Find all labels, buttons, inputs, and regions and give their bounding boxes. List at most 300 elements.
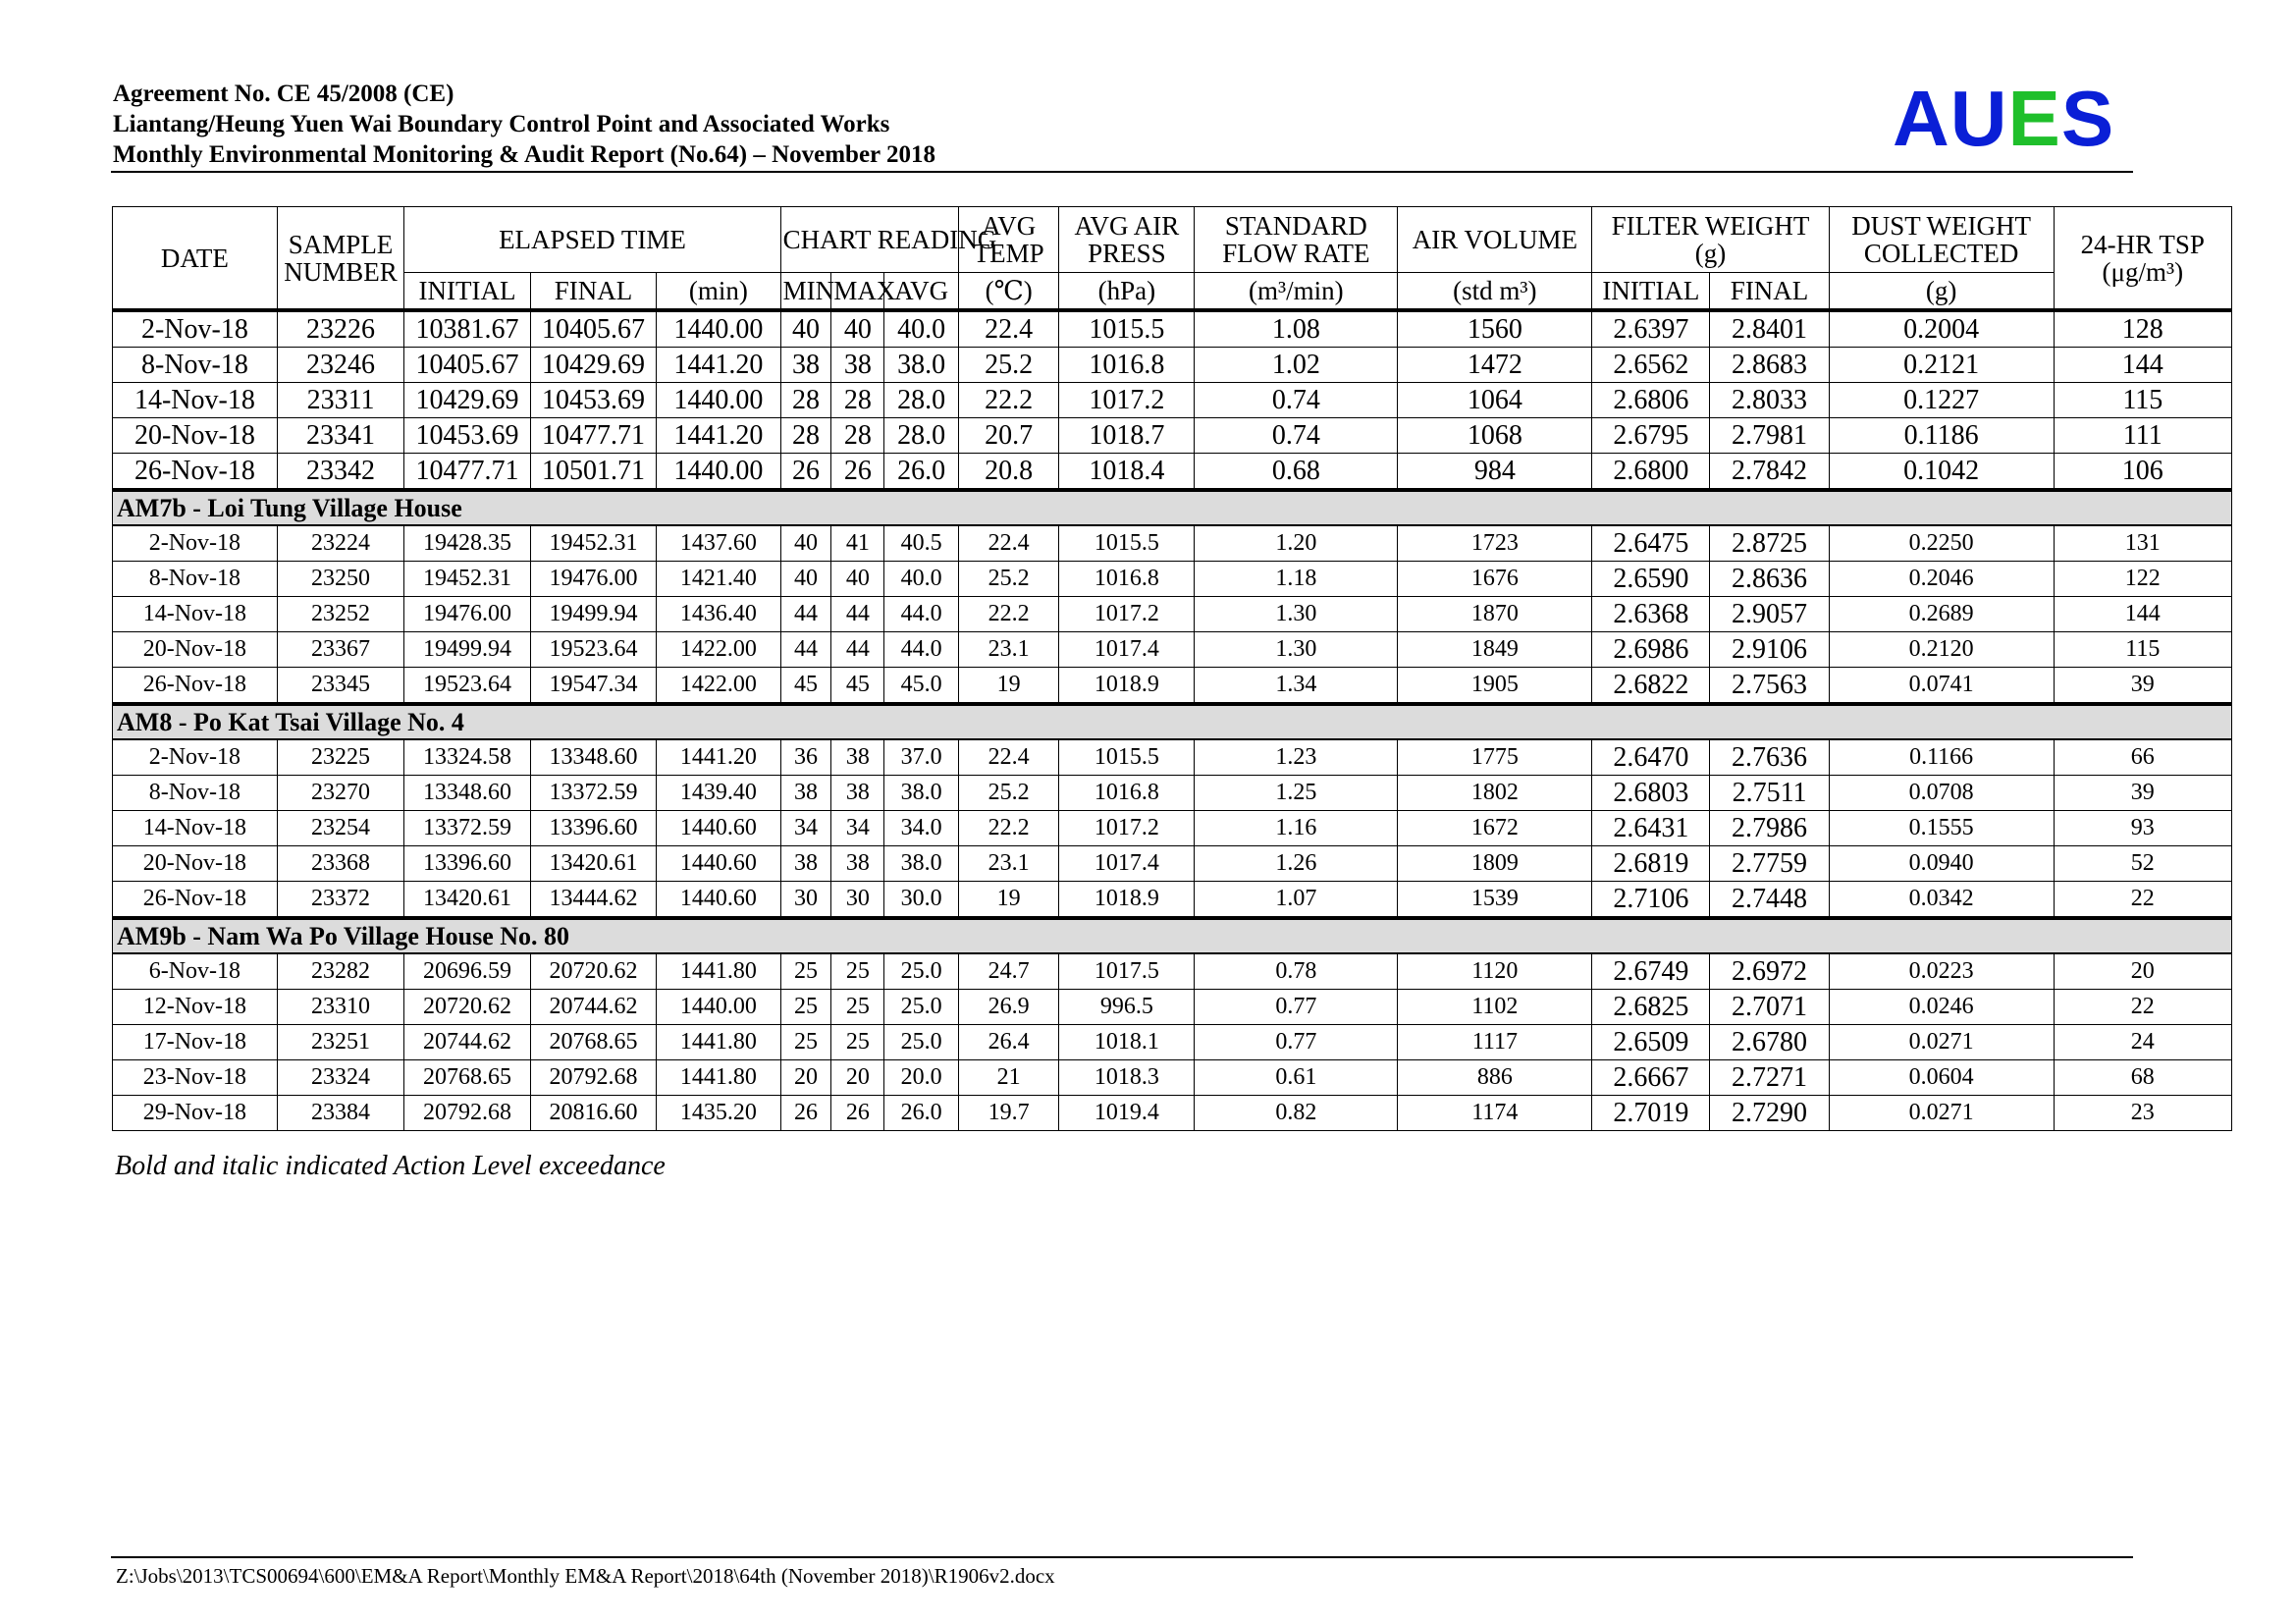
cell-cr-min: 25 [780, 990, 831, 1025]
col-cr-max: MAX [831, 273, 884, 311]
col-standard-flow-rate: STANDARD FLOW RATE [1195, 207, 1398, 273]
table-row [113, 990, 2232, 1025]
cell-et-final: 10429.69 [530, 348, 656, 383]
cell-et-min: 1437.60 [657, 525, 780, 562]
cell-sample: 23324 [277, 1060, 403, 1096]
cell-flow: 0.74 [1195, 383, 1398, 418]
cell-et-initial: 20696.59 [404, 953, 530, 990]
cell-et-initial: 19499.94 [404, 632, 530, 668]
cell-et-final: 10477.71 [530, 418, 656, 454]
site-name: AM8 - Po Kat Tsai Village No. 4 [113, 704, 2232, 739]
cell-cr-avg: 40.5 [884, 525, 959, 562]
cell-flow: 0.78 [1195, 953, 1398, 990]
cell-fw-initial: 2.6825 [1592, 990, 1710, 1025]
cell-tsp: 20 [2054, 953, 2231, 990]
cell-volume: 1809 [1398, 846, 1592, 882]
cell-cr-avg: 38.0 [884, 846, 959, 882]
site-name: AM7b - Loi Tung Village House [113, 490, 2232, 525]
cell-cr-min: 30 [780, 882, 831, 919]
project-title: Liantang/Heung Yuen Wai Boundary Control Point and Associated Works [113, 111, 890, 137]
cell-volume: 1905 [1398, 668, 1592, 705]
cell-et-final: 13372.59 [530, 776, 656, 811]
cell-tsp: 122 [2054, 562, 2231, 597]
cell-press: 1015.5 [1059, 310, 1195, 348]
logo-part-s: S [2060, 75, 2115, 162]
cell-cr-max: 38 [831, 776, 884, 811]
cell-et-min: 1436.40 [657, 597, 780, 632]
cell-cr-min: 20 [780, 1060, 831, 1096]
cell-fw-final: 2.9057 [1710, 597, 1829, 632]
table-row [113, 1096, 2232, 1131]
cell-temp: 25.2 [958, 562, 1059, 597]
col-et-final: FINAL [530, 273, 656, 311]
cell-et-initial: 13396.60 [404, 846, 530, 882]
cell-et-final: 20792.68 [530, 1060, 656, 1096]
cell-cr-min: 25 [780, 1025, 831, 1060]
cell-et-final: 13420.61 [530, 846, 656, 882]
cell-fw-initial: 2.6475 [1592, 525, 1710, 562]
cell-volume: 1802 [1398, 776, 1592, 811]
cell-et-min: 1440.00 [657, 310, 780, 348]
cell-cr-min: 38 [780, 348, 831, 383]
cell-temp: 26.4 [958, 1025, 1059, 1060]
site-header-row [113, 704, 2232, 739]
cell-volume: 1174 [1398, 1096, 1592, 1131]
cell-dust: 0.2004 [1829, 310, 2054, 348]
cell-flow: 1.23 [1195, 739, 1398, 776]
cell-fw-final: 2.7290 [1710, 1096, 1829, 1131]
cell-cr-avg: 28.0 [884, 383, 959, 418]
cell-tsp: 131 [2054, 525, 2231, 562]
cell-et-initial: 19428.35 [404, 525, 530, 562]
col-fw-initial: INITIAL [1592, 273, 1710, 311]
cell-cr-min: 26 [780, 1096, 831, 1131]
cell-tsp: 115 [2054, 383, 2231, 418]
cell-sample: 23270 [277, 776, 403, 811]
cell-flow: 0.77 [1195, 990, 1398, 1025]
table-row [113, 525, 2232, 562]
site-header-row [113, 490, 2232, 525]
cell-press: 1017.4 [1059, 632, 1195, 668]
cell-press: 1018.3 [1059, 1060, 1195, 1096]
cell-dust: 0.0246 [1829, 990, 2054, 1025]
cell-cr-max: 25 [831, 1025, 884, 1060]
cell-tsp: 68 [2054, 1060, 2231, 1096]
cell-cr-avg: 26.0 [884, 454, 959, 491]
cell-flow: 0.82 [1195, 1096, 1398, 1131]
cell-cr-avg: 45.0 [884, 668, 959, 705]
table-row [113, 418, 2232, 454]
cell-et-final: 13348.60 [530, 739, 656, 776]
cell-sample: 23345 [277, 668, 403, 705]
cell-cr-avg: 28.0 [884, 418, 959, 454]
cell-et-final: 19476.00 [530, 562, 656, 597]
cell-date: 23-Nov-18 [113, 1060, 278, 1096]
cell-et-initial: 13324.58 [404, 739, 530, 776]
cell-press: 1015.5 [1059, 525, 1195, 562]
cell-volume: 1849 [1398, 632, 1592, 668]
cell-press: 1015.5 [1059, 739, 1195, 776]
cell-date: 8-Nov-18 [113, 348, 278, 383]
cell-volume: 1723 [1398, 525, 1592, 562]
cell-sample: 23224 [277, 525, 403, 562]
cell-et-initial: 13348.60 [404, 776, 530, 811]
cell-cr-max: 26 [831, 1096, 884, 1131]
cell-press: 1018.4 [1059, 454, 1195, 491]
cell-temp: 22.2 [958, 811, 1059, 846]
cell-fw-final: 2.6972 [1710, 953, 1829, 990]
report-header [113, 79, 2135, 170]
cell-temp: 26.9 [958, 990, 1059, 1025]
cell-sample: 23368 [277, 846, 403, 882]
table-row [113, 846, 2232, 882]
cell-temp: 23.1 [958, 846, 1059, 882]
cell-cr-max: 30 [831, 882, 884, 919]
header-row-1 [113, 207, 2232, 273]
cell-cr-avg: 25.0 [884, 1025, 959, 1060]
col-avg-temp: AVG TEMP [958, 207, 1059, 273]
cell-sample: 23311 [277, 383, 403, 418]
cell-tsp: 144 [2054, 597, 2231, 632]
cell-cr-max: 28 [831, 418, 884, 454]
cell-dust: 0.0223 [1829, 953, 2054, 990]
cell-fw-final: 2.7986 [1710, 811, 1829, 846]
cell-temp: 24.7 [958, 953, 1059, 990]
cell-et-final: 19523.64 [530, 632, 656, 668]
cell-cr-max: 38 [831, 846, 884, 882]
cell-tsp: 144 [2054, 348, 2231, 383]
cell-tsp: 39 [2054, 776, 2231, 811]
cell-cr-min: 28 [780, 418, 831, 454]
cell-fw-initial: 2.6562 [1592, 348, 1710, 383]
cell-sample: 23246 [277, 348, 403, 383]
cell-cr-max: 20 [831, 1060, 884, 1096]
col-temp-unit: (℃) [958, 273, 1059, 311]
cell-flow: 1.07 [1195, 882, 1398, 919]
cell-fw-initial: 2.7019 [1592, 1096, 1710, 1131]
cell-temp: 22.2 [958, 383, 1059, 418]
cell-temp: 22.4 [958, 525, 1059, 562]
tsp-monitoring-table [112, 206, 2232, 1131]
cell-cr-max: 45 [831, 668, 884, 705]
cell-fw-final: 2.8725 [1710, 525, 1829, 562]
cell-cr-max: 38 [831, 348, 884, 383]
col-dust-unit: (g) [1829, 273, 2054, 311]
cell-press: 1016.8 [1059, 348, 1195, 383]
cell-cr-max: 38 [831, 739, 884, 776]
cell-et-final: 20816.60 [530, 1096, 656, 1131]
file-path-footer: Z:\Jobs\2013\TCS00694\600\EM&A Report\Monthly EM&A Report\2018\64th (November 2018)\R1906v2.docx [116, 1564, 1055, 1588]
cell-dust: 0.2120 [1829, 632, 2054, 668]
cell-fw-initial: 2.6749 [1592, 953, 1710, 990]
cell-fw-initial: 2.6590 [1592, 562, 1710, 597]
cell-sample: 23225 [277, 739, 403, 776]
cell-et-initial: 10405.67 [404, 348, 530, 383]
cell-tsp: 93 [2054, 811, 2231, 846]
col-elapsed-time: ELAPSED TIME [404, 207, 780, 273]
cell-temp: 20.8 [958, 454, 1059, 491]
cell-flow: 1.18 [1195, 562, 1398, 597]
table-row [113, 668, 2232, 705]
cell-volume: 1120 [1398, 953, 1592, 990]
table-row [113, 562, 2232, 597]
cell-et-final: 20768.65 [530, 1025, 656, 1060]
col-date: DATE [113, 207, 278, 311]
table-row [113, 1060, 2232, 1096]
cell-volume: 1064 [1398, 383, 1592, 418]
cell-flow: 1.30 [1195, 597, 1398, 632]
cell-et-min: 1440.00 [657, 990, 780, 1025]
cell-date: 8-Nov-18 [113, 562, 278, 597]
cell-date: 2-Nov-18 [113, 739, 278, 776]
col-flow-unit: (m³/min) [1195, 273, 1398, 311]
cell-et-final: 10405.67 [530, 310, 656, 348]
cell-cr-max: 44 [831, 597, 884, 632]
col-filter-weight [1592, 207, 1829, 273]
cell-et-final: 20744.62 [530, 990, 656, 1025]
cell-flow: 0.74 [1195, 418, 1398, 454]
cell-cr-min: 36 [780, 739, 831, 776]
col-cr-min: MIN [780, 273, 831, 311]
cell-temp: 20.7 [958, 418, 1059, 454]
cell-et-min: 1441.80 [657, 1060, 780, 1096]
cell-sample: 23310 [277, 990, 403, 1025]
cell-fw-final: 2.8683 [1710, 348, 1829, 383]
cell-cr-max: 40 [831, 562, 884, 597]
cell-dust: 0.2046 [1829, 562, 2054, 597]
cell-et-min: 1440.00 [657, 454, 780, 491]
cell-date: 2-Nov-18 [113, 525, 278, 562]
cell-sample: 23250 [277, 562, 403, 597]
cell-et-initial: 20768.65 [404, 1060, 530, 1096]
cell-dust: 0.0271 [1829, 1025, 2054, 1060]
cell-sample: 23226 [277, 310, 403, 348]
table-row [113, 1025, 2232, 1060]
cell-fw-final: 2.8401 [1710, 310, 1829, 348]
cell-et-final: 10501.71 [530, 454, 656, 491]
cell-press: 1018.9 [1059, 668, 1195, 705]
cell-fw-initial: 2.6470 [1592, 739, 1710, 776]
cell-fw-initial: 2.6822 [1592, 668, 1710, 705]
cell-date: 26-Nov-18 [113, 454, 278, 491]
cell-press: 1019.4 [1059, 1096, 1195, 1131]
cell-volume: 1117 [1398, 1025, 1592, 1060]
cell-press: 1018.1 [1059, 1025, 1195, 1060]
cell-fw-final: 2.9106 [1710, 632, 1829, 668]
cell-temp: 19 [958, 882, 1059, 919]
cell-cr-max: 28 [831, 383, 884, 418]
cell-cr-max: 26 [831, 454, 884, 491]
col-24hr-tsp [2054, 207, 2231, 311]
cell-fw-final: 2.6780 [1710, 1025, 1829, 1060]
table-body [113, 310, 2232, 1131]
cell-et-final: 19499.94 [530, 597, 656, 632]
cell-sample: 23341 [277, 418, 403, 454]
cell-cr-avg: 25.0 [884, 990, 959, 1025]
cell-temp: 22.4 [958, 739, 1059, 776]
cell-dust: 0.0604 [1829, 1060, 2054, 1096]
cell-cr-max: 34 [831, 811, 884, 846]
cell-fw-final: 2.7448 [1710, 882, 1829, 919]
cell-date: 20-Nov-18 [113, 632, 278, 668]
cell-volume: 1676 [1398, 562, 1592, 597]
cell-fw-initial: 2.6986 [1592, 632, 1710, 668]
cell-volume: 1102 [1398, 990, 1592, 1025]
cell-tsp: 23 [2054, 1096, 2231, 1131]
cell-dust: 0.1166 [1829, 739, 2054, 776]
cell-press: 1018.7 [1059, 418, 1195, 454]
cell-cr-min: 44 [780, 597, 831, 632]
col-cr-avg: AVG [884, 273, 959, 311]
col-et-min: (min) [657, 273, 780, 311]
cell-et-min: 1435.20 [657, 1096, 780, 1131]
cell-press: 1016.8 [1059, 776, 1195, 811]
cell-sample: 23342 [277, 454, 403, 491]
cell-fw-initial: 2.6806 [1592, 383, 1710, 418]
cell-et-initial: 10477.71 [404, 454, 530, 491]
col-et-initial: INITIAL [404, 273, 530, 311]
cell-dust: 0.0342 [1829, 882, 2054, 919]
table-row [113, 632, 2232, 668]
cell-et-min: 1439.40 [657, 776, 780, 811]
cell-cr-avg: 26.0 [884, 1096, 959, 1131]
cell-dust: 0.0940 [1829, 846, 2054, 882]
col-chart-reading: CHART READING [780, 207, 958, 273]
cell-cr-avg: 44.0 [884, 632, 959, 668]
cell-fw-final: 2.8636 [1710, 562, 1829, 597]
col-air-volume: AIR VOLUME [1398, 207, 1592, 273]
report-title: Monthly Environmental Monitoring & Audit Report (No.64) – November 2018 [113, 141, 935, 168]
cell-date: 14-Nov-18 [113, 811, 278, 846]
col-fw-final: FINAL [1710, 273, 1829, 311]
filter-weight-unit: (g) [1694, 239, 1727, 268]
table-row [113, 953, 2232, 990]
cell-temp: 22.4 [958, 310, 1059, 348]
cell-dust: 0.1186 [1829, 418, 2054, 454]
cell-cr-min: 26 [780, 454, 831, 491]
cell-et-min: 1422.00 [657, 668, 780, 705]
site-header-row [113, 918, 2232, 953]
cell-et-initial: 20720.62 [404, 990, 530, 1025]
cell-dust: 0.1555 [1829, 811, 2054, 846]
filter-weight-label: FILTER WEIGHT [1611, 211, 1810, 241]
aues-logo [1893, 75, 2114, 163]
cell-cr-avg: 37.0 [884, 739, 959, 776]
cell-fw-initial: 2.6431 [1592, 811, 1710, 846]
cell-tsp: 106 [2054, 454, 2231, 491]
site-name: AM9b - Nam Wa Po Village House No. 80 [113, 918, 2232, 953]
cell-date: 26-Nov-18 [113, 668, 278, 705]
cell-et-initial: 10453.69 [404, 418, 530, 454]
cell-dust: 0.0741 [1829, 668, 2054, 705]
cell-et-min: 1421.40 [657, 562, 780, 597]
cell-cr-max: 25 [831, 953, 884, 990]
cell-fw-final: 2.7636 [1710, 739, 1829, 776]
cell-press: 1017.2 [1059, 811, 1195, 846]
cell-et-min: 1440.00 [657, 383, 780, 418]
cell-fw-initial: 2.6667 [1592, 1060, 1710, 1096]
cell-cr-min: 45 [780, 668, 831, 705]
cell-cr-avg: 20.0 [884, 1060, 959, 1096]
tsp-label: 24-HR TSP [2080, 229, 2205, 259]
cell-temp: 19 [958, 668, 1059, 705]
header-divider [111, 171, 2133, 173]
header-row-2 [113, 273, 2232, 311]
cell-temp: 23.1 [958, 632, 1059, 668]
cell-press: 1017.5 [1059, 953, 1195, 990]
cell-fw-final: 2.7759 [1710, 846, 1829, 882]
cell-flow: 1.34 [1195, 668, 1398, 705]
cell-cr-avg: 40.0 [884, 562, 959, 597]
cell-et-min: 1440.60 [657, 882, 780, 919]
cell-cr-max: 41 [831, 525, 884, 562]
cell-et-min: 1441.80 [657, 953, 780, 990]
cell-fw-initial: 2.6795 [1592, 418, 1710, 454]
cell-et-min: 1440.60 [657, 846, 780, 882]
cell-date: 14-Nov-18 [113, 383, 278, 418]
cell-tsp: 39 [2054, 668, 2231, 705]
exceedance-note: Bold and italic indicated Action Level exceedance [115, 1151, 666, 1181]
cell-volume: 886 [1398, 1060, 1592, 1096]
cell-cr-min: 25 [780, 953, 831, 990]
cell-fw-initial: 2.6803 [1592, 776, 1710, 811]
cell-fw-initial: 2.6819 [1592, 846, 1710, 882]
cell-et-final: 19452.31 [530, 525, 656, 562]
cell-flow: 0.77 [1195, 1025, 1398, 1060]
cell-et-initial: 10429.69 [404, 383, 530, 418]
cell-date: 2-Nov-18 [113, 310, 278, 348]
cell-temp: 22.2 [958, 597, 1059, 632]
cell-volume: 1472 [1398, 348, 1592, 383]
cell-date: 8-Nov-18 [113, 776, 278, 811]
cell-et-min: 1440.60 [657, 811, 780, 846]
cell-et-final: 19547.34 [530, 668, 656, 705]
cell-sample: 23254 [277, 811, 403, 846]
cell-cr-min: 40 [780, 562, 831, 597]
cell-date: 20-Nov-18 [113, 846, 278, 882]
cell-dust: 0.2121 [1829, 348, 2054, 383]
cell-tsp: 24 [2054, 1025, 2231, 1060]
table-row [113, 739, 2232, 776]
logo-part-e: E [2007, 75, 2061, 162]
cell-dust: 0.0708 [1829, 776, 2054, 811]
cell-press: 1017.2 [1059, 597, 1195, 632]
cell-cr-min: 38 [780, 846, 831, 882]
table-row [113, 597, 2232, 632]
cell-cr-max: 44 [831, 632, 884, 668]
cell-sample: 23252 [277, 597, 403, 632]
cell-volume: 1870 [1398, 597, 1592, 632]
cell-tsp: 66 [2054, 739, 2231, 776]
cell-tsp: 111 [2054, 418, 2231, 454]
cell-cr-avg: 38.0 [884, 348, 959, 383]
cell-flow: 1.26 [1195, 846, 1398, 882]
cell-sample: 23384 [277, 1096, 403, 1131]
table-row [113, 776, 2232, 811]
cell-press: 996.5 [1059, 990, 1195, 1025]
cell-et-final: 20720.62 [530, 953, 656, 990]
cell-press: 1017.2 [1059, 383, 1195, 418]
cell-volume: 1539 [1398, 882, 1592, 919]
cell-dust: 0.1042 [1829, 454, 2054, 491]
cell-et-min: 1441.20 [657, 418, 780, 454]
cell-tsp: 22 [2054, 882, 2231, 919]
cell-date: 20-Nov-18 [113, 418, 278, 454]
table-row [113, 348, 2232, 383]
footer-divider [111, 1556, 2133, 1558]
cell-fw-final: 2.7271 [1710, 1060, 1829, 1096]
cell-dust: 0.1227 [1829, 383, 2054, 418]
